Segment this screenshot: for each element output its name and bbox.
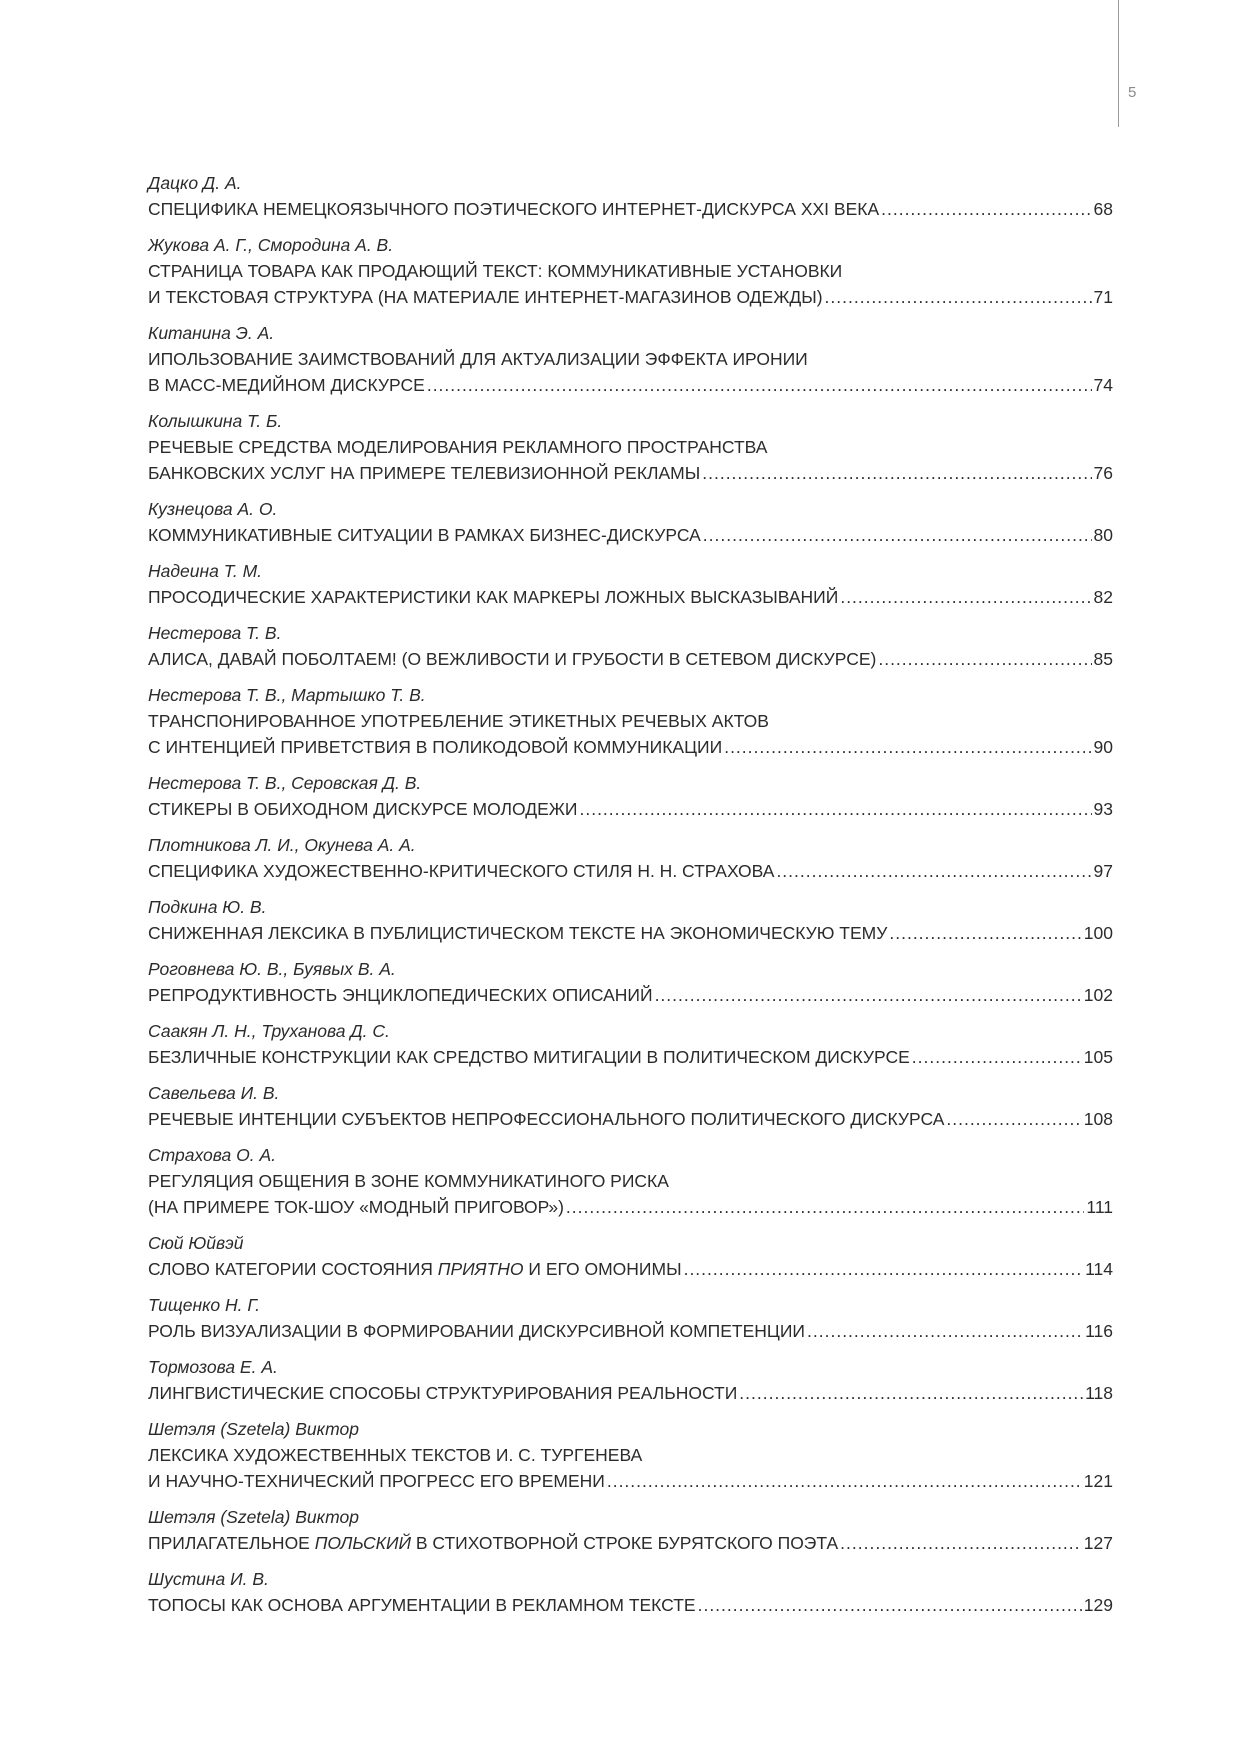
toc-entry — [148, 683, 1113, 760]
dot-leader — [825, 284, 1092, 310]
toc-page-number: 127 — [1083, 1533, 1113, 1553]
toc-title-text: РОЛЬ ВИЗУАЛИЗАЦИИ В ФОРМИРОВАНИИ ДИСКУРСИВНОЙ КОМПЕТЕНЦИИ — [148, 1321, 806, 1341]
dot-leader — [776, 858, 1091, 884]
toc-entry — [148, 497, 1113, 548]
toc-page-number: 85 — [1093, 649, 1113, 669]
header-rule — [1118, 0, 1119, 127]
toc-title-last-line — [148, 1592, 1113, 1618]
toc-title-last-line — [148, 284, 1113, 310]
dot-leader — [878, 646, 1091, 672]
toc-title-line: СТРАНИЦА ТОВАРА КАК ПРОДАЮЩИЙ ТЕКСТ: КОММУНИКАТИВНЫЕ УСТАНОВКИ — [148, 261, 843, 281]
toc-title-text: РЕПРОДУКТИВНОСТЬ ЭНЦИКЛОПЕДИЧЕСКИХ ОПИСАНИЙ — [148, 985, 653, 1005]
toc-entry — [148, 1417, 1113, 1494]
toc-page-number: 68 — [1093, 199, 1113, 219]
toc-author: Страхова О. А. — [148, 1145, 276, 1165]
toc-title-last-line — [148, 1194, 1113, 1220]
toc-title-last-line — [148, 1380, 1113, 1406]
toc-title-text: КОММУНИКАТИВНЫЕ СИТУАЦИИ В РАМКАХ БИЗНЕС-ДИСКУРСА — [148, 525, 701, 545]
toc-title-last-line — [148, 372, 1113, 398]
toc-entry — [148, 771, 1113, 822]
toc-author: Тищенко Н. Г. — [148, 1295, 260, 1315]
dot-leader — [840, 1530, 1082, 1556]
toc-entry — [148, 833, 1113, 884]
toc-page-number: 129 — [1083, 1595, 1113, 1615]
toc-title-text: СПЕЦИФИКА ХУДОЖЕСТВЕННО-КРИТИЧЕСКОГО СТИЛЯ Н. Н. СТРАХОВА — [148, 861, 775, 881]
toc-title-last-line — [148, 796, 1113, 822]
dot-leader — [946, 1106, 1081, 1132]
dot-leader — [702, 460, 1091, 486]
toc-page-number: 121 — [1083, 1471, 1113, 1491]
toc-page-number: 76 — [1093, 463, 1113, 483]
toc-title-last-line — [148, 196, 1113, 222]
toc-title-fragment: ПРИЛАГАТЕЛЬНОЕ — [148, 1533, 315, 1553]
toc-page-number: 108 — [1083, 1109, 1113, 1129]
toc-entry — [148, 321, 1113, 398]
toc-title-text: СПЕЦИФИКА НЕМЕЦКОЯЗЫЧНОГО ПОЭТИЧЕСКОГО ИНТЕРНЕТ-ДИСКУРСА XXI ВЕКА — [148, 199, 880, 219]
toc-title-last-line — [148, 1106, 1113, 1132]
toc-author: Нестерова Т. В., Мартышко Т. В. — [148, 685, 426, 705]
toc-author: Роговнева Ю. В., Буявых В. А. — [148, 959, 396, 979]
toc-author: Надеина Т. М. — [148, 561, 263, 581]
toc-title-last-line — [148, 734, 1113, 760]
toc-title-fragment: В СТИХОТВОРНОЙ СТРОКЕ БУРЯТСКОГО ПОЭТА — [411, 1533, 839, 1553]
toc-title-text: СТИКЕРЫ В ОБИХОДНОМ ДИСКУРСЕ МОЛОДЕЖИ — [148, 799, 578, 819]
toc-author: Сюй Юйвэй — [148, 1233, 244, 1253]
dot-leader — [698, 1592, 1082, 1618]
toc-entry — [148, 171, 1113, 222]
toc-entry — [148, 1143, 1113, 1220]
dot-leader — [840, 584, 1091, 610]
toc-title-text: ПРОСОДИЧЕСКИЕ ХАРАКТЕРИСТИКИ КАК МАРКЕРЫ ЛОЖНЫХ ВЫСКАЗЫВАНИЙ — [148, 587, 839, 607]
toc-entry — [148, 559, 1113, 610]
toc-entry — [148, 1019, 1113, 1070]
toc-page-number: 97 — [1093, 861, 1113, 881]
toc-author: Жукова А. Г., Смородина А. В. — [148, 235, 394, 255]
toc-title-text: (НА ПРИМЕРЕ ТОК-ШОУ «МОДНЫЙ ПРИГОВОР») — [148, 1197, 564, 1217]
toc-page-number: 114 — [1085, 1259, 1113, 1279]
toc-author: Подкина Ю. В. — [148, 897, 267, 917]
toc-title-text: ЛИНГВИСТИЧЕСКИЕ СПОСОБЫ СТРУКТУРИРОВАНИЯ РЕАЛЬНОСТИ — [148, 1383, 738, 1403]
toc-title-last-line — [148, 584, 1113, 610]
toc-entry — [148, 233, 1113, 310]
toc-title-line: РЕЧЕВЫЕ СРЕДСТВА МОДЕЛИРОВАНИЯ РЕКЛАМНОГО ПРОСТРАНСТВА — [148, 437, 768, 457]
toc-title-text: ТОПОСЫ КАК ОСНОВА АРГУМЕНТАЦИИ В РЕКЛАМНОМ ТЕКСТЕ — [148, 1595, 696, 1615]
toc-author: Шустина И. В. — [148, 1569, 269, 1589]
toc-title-last-line — [148, 1256, 1113, 1282]
dot-leader — [807, 1318, 1083, 1344]
toc-title-text: БАНКОВСКИХ УСЛУГ НА ПРИМЕРЕ ТЕЛЕВИЗИОННОЙ РЕКЛАМЫ — [148, 463, 701, 483]
toc-title-text: С ИНТЕНЦИЕЙ ПРИВЕТСТВИЯ В ПОЛИКОДОВОЙ КОММУНИКАЦИИ — [148, 737, 723, 757]
toc-page-number: 102 — [1083, 985, 1113, 1005]
dot-leader — [607, 1468, 1082, 1494]
toc-title-last-line — [148, 646, 1113, 672]
toc-title-text: И ТЕКСТОВАЯ СТРУКТУРА (НА МАТЕРИАЛЕ ИНТЕРНЕТ-МАГАЗИНОВ ОДЕЖДЫ) — [148, 287, 823, 307]
toc-entry — [148, 1231, 1113, 1282]
toc-entry — [148, 1505, 1113, 1556]
toc-title-line: РЕГУЛЯЦИЯ ОБЩЕНИЯ В ЗОНЕ КОММУНИКАТИНОГО РИСКА — [148, 1171, 669, 1191]
toc-entry — [148, 1567, 1113, 1618]
toc-title-last-line — [148, 1468, 1113, 1494]
toc-entry — [148, 1293, 1113, 1344]
toc-author: Саакян Л. Н., Труханова Д. С. — [148, 1021, 390, 1041]
toc-entry — [148, 409, 1113, 486]
toc-title-last-line — [148, 858, 1113, 884]
toc-author: Нестерова Т. В. — [148, 623, 282, 643]
toc-page-number: 80 — [1093, 525, 1113, 545]
toc-title-last-line — [148, 522, 1113, 548]
toc-page-number: 111 — [1086, 1197, 1113, 1217]
toc-title-text: И НАУЧНО-ТЕХНИЧЕСКИЙ ПРОГРЕСС ЕГО ВРЕМЕНИ — [148, 1471, 605, 1491]
dot-leader — [427, 372, 1092, 398]
dot-leader — [881, 196, 1091, 222]
dot-leader — [703, 522, 1092, 548]
toc-title-text: СНИЖЕННАЯ ЛЕКСИКА В ПУБЛИЦИСТИЧЕСКОМ ТЕКСТЕ НА ЭКОНОМИЧЕСКУЮ ТЕМУ — [148, 923, 888, 943]
toc-title-text: АЛИСА, ДАВАЙ ПОБОЛТАЕМ! (О ВЕЖЛИВОСТИ И ГРУБОСТИ В СЕТЕВОМ ДИСКУРСЕ) — [148, 649, 877, 669]
dot-leader — [739, 1380, 1083, 1406]
toc-title-fragment: И ЕГО ОМОНИМЫ — [523, 1259, 682, 1279]
toc-title-text: В МАСС-МЕДИЙНОМ ДИСКУРСЕ — [148, 375, 425, 395]
dot-leader — [889, 920, 1081, 946]
toc-title-italic-word: ПРИЯТНО — [437, 1259, 524, 1279]
toc-page-number: 100 — [1083, 923, 1113, 943]
toc-title-text — [148, 1256, 682, 1282]
dot-leader — [655, 982, 1082, 1008]
toc-entry — [148, 1081, 1113, 1132]
toc-author: Тормозова Е. А. — [148, 1357, 278, 1377]
toc-title-last-line — [148, 920, 1113, 946]
dot-leader — [724, 734, 1091, 760]
toc-title-last-line — [148, 982, 1113, 1008]
toc-title-line: ТРАНСПОНИРОВАННОЕ УПОТРЕБЛЕНИЕ ЭТИКЕТНЫХ РЕЧЕВЫХ АКТОВ — [148, 711, 769, 731]
toc-page-number: 118 — [1085, 1383, 1113, 1403]
toc-title-fragment: СЛОВО КАТЕГОРИИ СОСТОЯНИЯ — [148, 1259, 438, 1279]
toc-entry — [148, 895, 1113, 946]
toc-author: Нестерова Т. В., Серовская Д. В. — [148, 773, 422, 793]
toc-title-text: БЕЗЛИЧНЫЕ КОНСТРУКЦИИ КАК СРЕДСТВО МИТИГАЦИИ В ПОЛИТИЧЕСКОМ ДИСКУРСЕ — [148, 1047, 910, 1067]
toc-page-number: 71 — [1093, 287, 1113, 307]
toc-author: Колышкина Т. Б. — [148, 411, 283, 431]
toc-author: Шетэля (Szetela) Виктор — [148, 1507, 359, 1527]
toc-title-text — [148, 1530, 838, 1556]
toc-title-italic-word: ПОЛЬСКИЙ — [314, 1533, 412, 1553]
toc-entry — [148, 621, 1113, 672]
toc-title-last-line — [148, 1318, 1113, 1344]
page-number: 5 — [1128, 84, 1137, 101]
toc-title-line: ЛЕКСИКА ХУДОЖЕСТВЕННЫХ ТЕКСТОВ И. С. ТУРГЕНЕВА — [148, 1445, 643, 1465]
toc-author: Китанина Э. А. — [148, 323, 275, 343]
toc-page-number: 93 — [1093, 799, 1113, 819]
toc-author: Шетэля (Szetela) Виктор — [148, 1419, 359, 1439]
toc-title-text: РЕЧЕВЫЕ ИНТЕНЦИИ СУБЪЕКТОВ НЕПРОФЕССИОНАЛЬНОГО ПОЛИТИЧЕСКОГО ДИСКУРСА — [148, 1109, 945, 1129]
toc-author: Дацко Д. А. — [148, 173, 242, 193]
dot-leader — [566, 1194, 1084, 1220]
table-of-contents — [148, 171, 1113, 1629]
toc-author: Плотникова Л. И., Окунева А. А. — [148, 835, 416, 855]
toc-title-last-line — [148, 1044, 1113, 1070]
toc-entry — [148, 1355, 1113, 1406]
toc-title-last-line — [148, 1530, 1113, 1556]
toc-page-number: 74 — [1093, 375, 1113, 395]
toc-page-number: 90 — [1093, 737, 1113, 757]
dot-leader — [684, 1256, 1084, 1282]
toc-author: Кузнецова А. О. — [148, 499, 278, 519]
toc-page-number: 116 — [1085, 1321, 1113, 1341]
toc-entry — [148, 957, 1113, 1008]
dot-leader — [579, 796, 1091, 822]
toc-author: Савельева И. В. — [148, 1083, 280, 1103]
dot-leader — [912, 1044, 1082, 1070]
toc-title-line: ИПОЛЬЗОВАНИЕ ЗАИМСТВОВАНИЙ ДЛЯ АКТУАЛИЗАЦИИ ЭФФЕКТА ИРОНИИ — [148, 349, 808, 369]
toc-page-number: 105 — [1083, 1047, 1113, 1067]
toc-page-number: 82 — [1093, 587, 1113, 607]
toc-title-last-line — [148, 460, 1113, 486]
